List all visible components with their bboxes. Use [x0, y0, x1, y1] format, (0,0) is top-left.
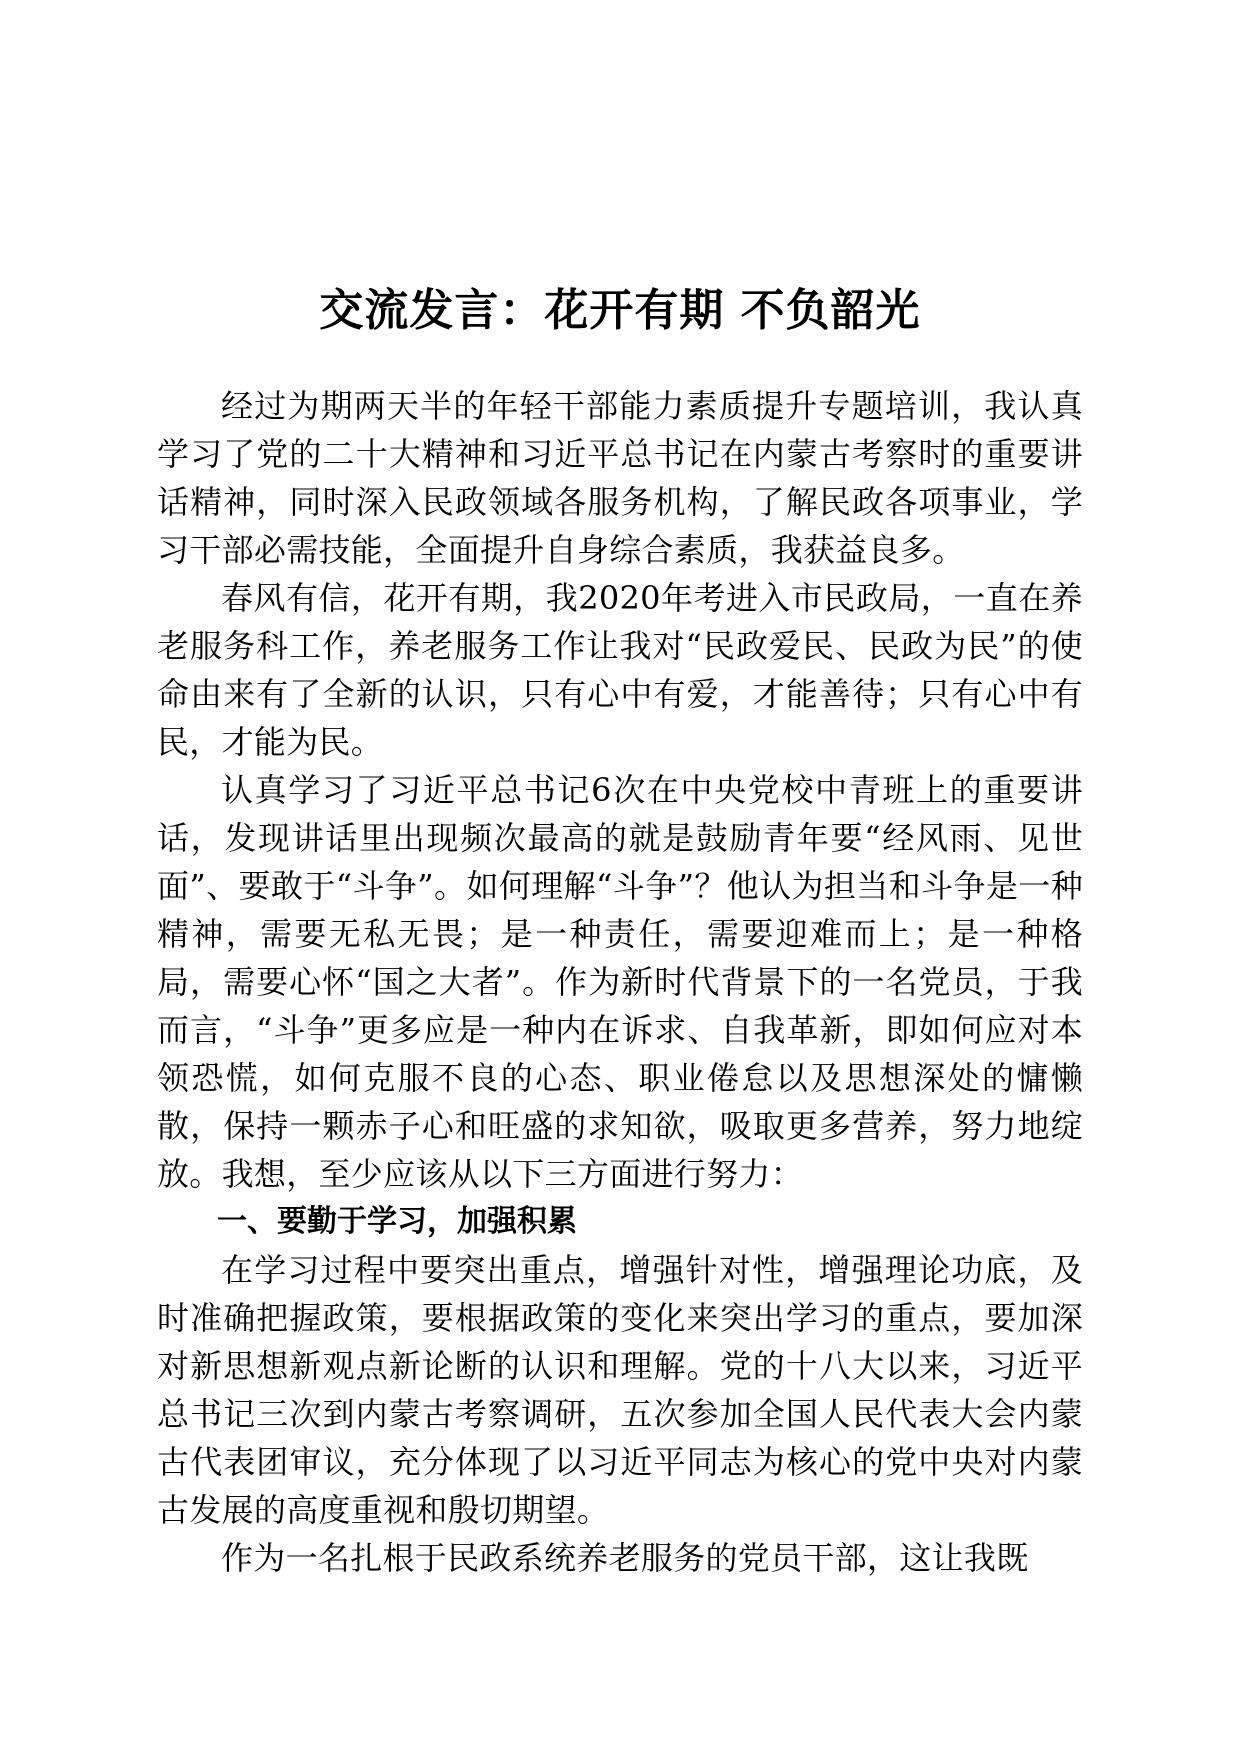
section-heading-study: 一、要勤于学习，加强积累	[217, 1204, 577, 1239]
paragraph-spring-wind: 春风有信，花开有期，我2020年考进入市民政局，一直在养老服务科工作，养老服务工作让我对“民政爱民、民政为民”的使命由来有了全新的认识，只有心中有爱，才能善待；只有心中有民，才能为民。	[157, 579, 1083, 761]
paragraph-study-focus: 在学习过程中要突出重点，增强针对性，增强理论功底，及时准确把握政策，要根据政策的变化来突出学习的重点，要加深对新思想新观点新论断的认识和理解。党的十八大以来，习近平总书记三次到内蒙古考察调研，五次参加全国人民代表大会内蒙古代表团审议，充分体现了以习近平同志为核心的党中央对内蒙古发展的高度重视和殷切期望。	[157, 1251, 1083, 1529]
paragraph-struggle: 认真学习了习近平总书记6次在中央党校中青班上的重要讲话，发现讲话里出现频次最高的就是鼓励青年要“经风雨、见世面”、要敢于“斗争”。如何理解“斗争”？他认为担当和斗争是一种精神，需要无私无畏；是一种责任，需要迎难而上；是一种格局，需要心怀“国之大者”。作为新时代背景下的一名党员，于我而言，“斗争”更多应是一种内在诉求、自我革新，即如何应对本领恐慌，如何克服不良的心态、职业倦怠以及思想深处的慵懒散，保持一颗赤子心和旺盛的求知欲，吸取更多营养，努力地绽放。我想，至少应该从以下三方面进行努力：	[157, 771, 1083, 1193]
document-body	[157, 382, 1083, 1582]
paragraph-party-cadre: 作为一名扎根于民政系统养老服务的党员干部，这让我既	[221, 1539, 1029, 1577]
document-title: 交流发言：花开有期 不负韶光	[319, 285, 921, 337]
paragraph-training-summary: 经过为期两天半的年轻干部能力素质提升专题培训，我认真学习了党的二十大精神和习近平总书记在内蒙古考察时的重要讲话精神，同时深入民政领域各服务机构，了解民政各项事业，学习干部必需技能，全面提升自身综合素质，我获益良多。	[157, 387, 1083, 569]
